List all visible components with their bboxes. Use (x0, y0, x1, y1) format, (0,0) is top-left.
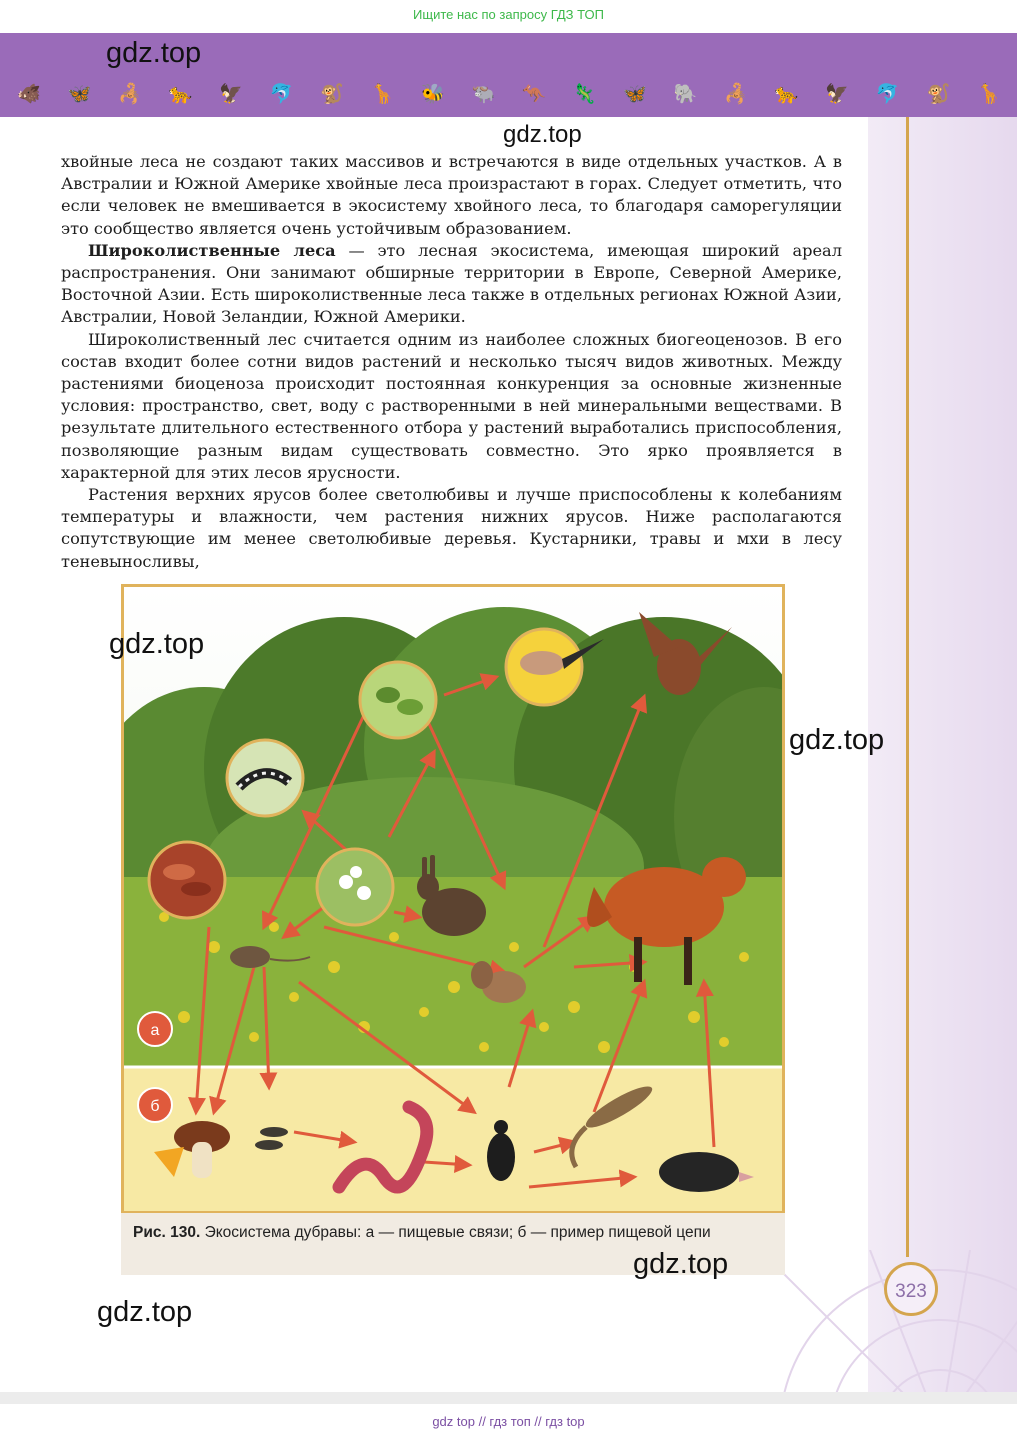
animal-silhouette-icon: 🦋 (67, 83, 92, 105)
animal-silhouette-icon: 🦂 (118, 83, 142, 105)
animal-silhouette-icon: 🦒 (370, 83, 395, 105)
watermark: gdz.top (109, 628, 205, 660)
page-number: 323 (884, 1262, 938, 1316)
animal-silhouette-icon: 🐗 (17, 83, 41, 105)
animal-silhouette-icon: 🐒 (320, 83, 344, 105)
watermark: gdz.top (503, 121, 582, 148)
body-text (61, 151, 842, 573)
bottom-links-note: gdz top // гдз топ // гдз top (432, 1414, 585, 1429)
paragraph-1: хвойные леса не создают таких массивов и встречаются в виде отдельных участков. А в Австралии и Южной Америке хвойные леса произрастают в горах. Следует отметить, что если человек не вмешивается в экосистему хвойного леса, то благодаря саморегуляции это сообщество является очень устойчивым образованием. (61, 152, 842, 238)
animal-silhouette-icon: 🦅 (219, 83, 243, 105)
animal-silhouette-icon: 🦂 (724, 83, 749, 105)
label-a (138, 1012, 172, 1046)
term-broadleaf-forests: Широколиственные леса (88, 240, 336, 260)
animal-silhouette-icon: 🐆 (774, 83, 799, 105)
margin-rule (906, 117, 909, 1257)
animal-silhouette-icon: 🦘 (522, 83, 546, 105)
caterpillar-circle (227, 740, 303, 816)
page-margin-band (868, 117, 1017, 1392)
animal-silhouette-icon: 🐘 (673, 83, 698, 105)
animal-silhouette-icon: 🐆 (168, 83, 193, 105)
svg-text:б: б (150, 1098, 160, 1115)
figure-caption: Рис. 130. Экосистема дубравы: а — пищевые связи; б — пример пищевой цепи (133, 1224, 711, 1241)
animal-silhouette-icon: 🦅 (825, 83, 850, 105)
oak-leaves-circle (360, 662, 436, 738)
paragraph-2: Широколиственные леса — это лесная экосистема, имеющая широкий ареал распространения. Они занимают обширные территории в Европе, Северной Америке, Восточной Азии. Есть широколиственные леса также в отдельных регионах Южной Азии, Австралии, Новой Зеландии, Южной Америки. (61, 240, 842, 327)
label-b (138, 1088, 172, 1122)
animal-silhouette-icon: 🦎 (572, 83, 597, 105)
top-search-note: Ищите нас по запросу ГДЗ ТОП (413, 7, 604, 22)
animal-silhouette-icon: 🐒 (926, 83, 951, 105)
paragraph-3: Широколиственный лес считается одним из наиболее сложных биогеоценозов. В его состав входит более сотни видов растений и несколько тысяч видов животных. Между растениями биоценоза происходит постоянная конкуренция за основные жизненные условия: пространство, свет, воду с растворенными в ней минеральными веществами. В результате длительного естественного отбора у растений выработались приспособления, позволяющие разным видам существовать совместно. Это ярко проявляется в характерной для этих лесов ярусности. (61, 329, 842, 482)
animal-silhouette-icon: 🐬 (269, 83, 294, 105)
animal-silhouette-icon: 🐬 (875, 83, 900, 105)
watermark: gdz.top (789, 724, 885, 756)
svg-text:а: а (150, 1022, 160, 1039)
oak-forest-ecosystem-figure (121, 584, 785, 1214)
watermark: gdz.top (106, 37, 202, 69)
leaf-litter-circle (149, 842, 225, 918)
animal-silhouette-icon: 🦒 (976, 83, 1001, 105)
animal-silhouette-icon: 🐝 (421, 83, 445, 105)
watermark: gdz.top (97, 1296, 193, 1328)
animal-silhouette-icon: 🦋 (623, 83, 648, 105)
animal-silhouette-icon: 🐃 (471, 83, 496, 105)
animal-icons-strip (14, 81, 1004, 107)
paragraph-4: Растения верхних ярусов более светолюбивы и лучше приспособлены к колебаниям температуры и влажности, чем растения нижних ярусов. Ниже располагаются сопутствующие им менее светолюбивые деревья. Кустарники, травы и мхи в лесу теневыносливы, (61, 485, 842, 571)
watermark: gdz.top (633, 1248, 729, 1280)
wood-anemone-circle (317, 849, 393, 925)
